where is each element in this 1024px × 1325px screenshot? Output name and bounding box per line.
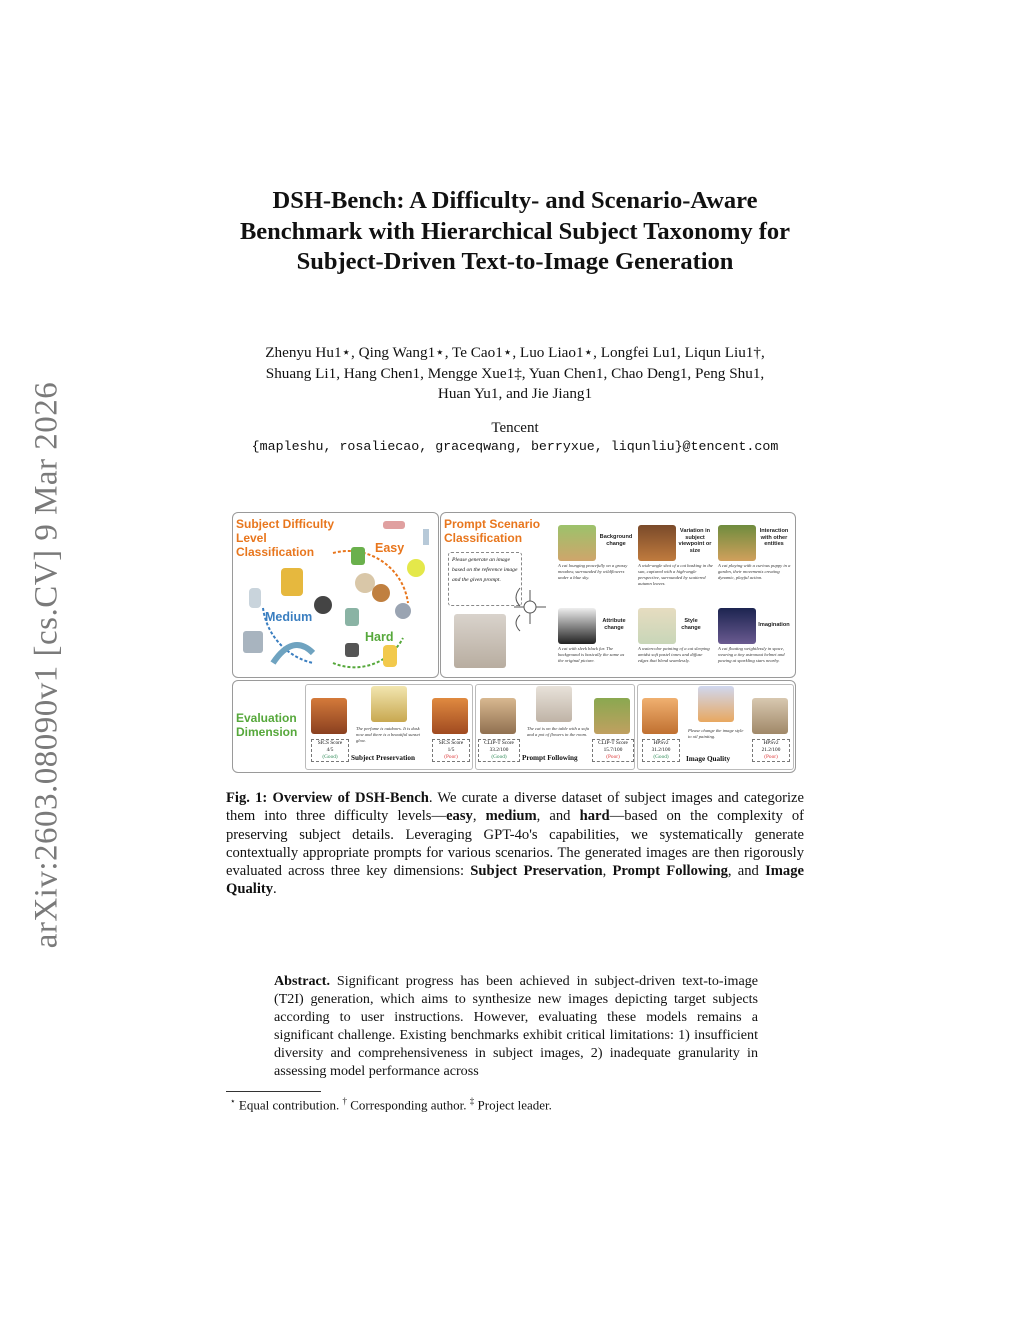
caption-heading: Overview of DSH-Bench (272, 790, 429, 806)
abstract (274, 972, 758, 1081)
generation-network-icon (510, 580, 550, 635)
iq-good-image (642, 698, 678, 734)
sp-poor-label: (Poor) (444, 754, 458, 760)
evaluation-panel-title: Evaluation Dimension (236, 711, 298, 739)
pf-good-label: (Good) (491, 754, 507, 760)
caption-medium: medium (485, 808, 537, 825)
background-change-image (558, 525, 596, 561)
footnote-leader: Project leader. (477, 1097, 552, 1113)
difficulty-panel (232, 512, 439, 678)
viewpoint-change-label: Variation in subject viewpoint or size (678, 528, 712, 554)
medium-level-label: Medium (265, 610, 313, 624)
pf-poor-label: (Poor) (606, 754, 620, 760)
pf-metric-good: CLIP-T Score (484, 740, 514, 746)
overview-figure (230, 510, 796, 773)
iq-metric-poor: HPSv2 (763, 740, 779, 746)
pf-poor-score (592, 739, 634, 762)
figure-caption (226, 789, 804, 899)
caption-text-3: , and (536, 808, 580, 825)
author-line-3: Huan Yu1, and Jie Jiang1 (437, 385, 593, 402)
affiliation: Tencent (491, 420, 539, 436)
sp-prompt: The perfume is outdoors. It is dusk now and there is a beautiful sunset glow. (356, 726, 420, 743)
sp-poor-image (432, 698, 468, 734)
iq-metric-good: HPSv2 (653, 740, 669, 746)
interaction-label: Interaction with other entities (759, 528, 789, 547)
sp-dimension-label: Subject Preservation (351, 754, 415, 762)
caption-text-4: —based on the complexity of preserving subject details. Leveraging GPT-4o's capabilities, we systematically generate contextually appropriate prompts for various scenarios. The generated images are then rigorously evaluated across three key dimensions: (226, 808, 805, 880)
iq-good-label: (Good) (653, 754, 669, 760)
footnote: ⋆ Equal contribution. † Corresponding author. ‡ Project leader. (230, 1096, 552, 1113)
author-line-1: Zhenyu Hu1⋆, Qing Wang1⋆, Te Cao1⋆, Luo Liao1⋆, Longfei Lu1, Liqun Liu1†, (265, 344, 765, 361)
abstract-label: Abstract. (274, 973, 330, 989)
hard-level-label: Hard (365, 630, 394, 644)
difficulty-panel-title: Subject Difficulty Level Classification (236, 517, 335, 559)
pf-metric-poor: CLIP-T Score (598, 740, 628, 746)
footnote-equal: Equal contribution. (238, 1097, 340, 1113)
pf-poor-image (594, 698, 630, 734)
sp-good-label: (Good) (322, 754, 338, 760)
attribute-change-image (558, 608, 596, 644)
arxiv-identifier: arXiv:2603.08090v1 [cs.CV] 9 Mar 2026 (28, 381, 65, 949)
email-list: {mapleshu, rosaliecao, graceqwang, berryxue, liqunliu}@tencent.com (251, 439, 779, 454)
iq-dimension-label: Image Quality (686, 755, 731, 763)
paper-title: DSH-Bench: A Difficulty- and Scenario-Aware Benchmark with Hierarchical Subject Taxonomy for Subject-Driven Text-to-Image Generation (239, 187, 791, 275)
pf-good-image (480, 698, 516, 734)
caption-text-1: . We curate a diverse dataset of subject images and categorize them into three difficulty levels— (226, 790, 804, 825)
sp-reference-image (371, 686, 407, 722)
author-list (205, 343, 825, 405)
caption-dim-3: Image Quality (226, 863, 804, 898)
pf-dimension-label: Prompt Following (522, 754, 578, 762)
caption-hard: hard (579, 808, 610, 825)
caption-dim-1: Subject Preservation (470, 863, 603, 880)
sp-good-score (311, 739, 349, 762)
iq-prompt: Please change the image style to oil painting. (688, 728, 744, 739)
footnote-rule (226, 1091, 321, 1092)
viewpoint-change-caption: A wide-angle shot of a cat basking in the sun, captured with a high-angle perspective, surrounded by scattered autumn leaves. (638, 563, 713, 586)
attribute-change-label: Attribute change (602, 618, 626, 631)
pf-good-value: 33.2/100 (489, 747, 509, 753)
interaction-caption: A cat playing with a curious puppy in a garden, their movements creating dynamic, playful action. (718, 563, 791, 580)
background-change-caption: A cat lounging peacefully on a grassy meadow, surrounded by wildflowers under a blue sky. (558, 563, 628, 580)
attribute-change-caption: A cat with sleek black fur. The background is basically the same as the original picture. (558, 646, 625, 663)
caption-text-6: , and (727, 863, 766, 880)
imagination-caption: A cat floating weightlessly in space, wearing a tiny astronaut helmet and pawing at sparkling stars nearby. (718, 646, 785, 663)
caption-label: Fig. 1: (226, 790, 268, 806)
pf-prompt: The cat is on the table with a sofa and a pot of flowers in the room. (527, 726, 590, 737)
style-change-label: Style change (681, 618, 701, 631)
iq-poor-label: (Poor) (764, 754, 778, 760)
interaction-image (718, 525, 756, 561)
imagination-label: Imagination (758, 622, 790, 628)
background-change-label: Background change (599, 534, 633, 547)
pf-good-score (478, 739, 520, 762)
viewpoint-change-image (638, 525, 676, 561)
easy-level-label: Easy (375, 541, 405, 555)
iq-poor-value: 21.2/100 (761, 747, 781, 753)
sp-poor-score (432, 739, 470, 762)
iq-reference-image (698, 686, 734, 722)
caption-text-5: , (602, 863, 613, 880)
caption-text-2: , (472, 808, 486, 825)
scenario-panel-title: Prompt Scenario Classification (444, 517, 541, 545)
sp-good-value: 4/5 (326, 747, 334, 753)
author-line-2: Shuang Li1, Hang Chen1, Mengge Xue1‡, Yuan Chen1, Chao Deng1, Peng Shu1, (265, 364, 765, 382)
prompt-instruction-box: Please generate an image based on the reference image and the given prompt. (448, 552, 522, 606)
iq-poor-image (752, 698, 788, 734)
abstract-text: Significant progress has been achieved in subject-driven text-to-image (T2I) generation, which aims to synthesize new images depicting target subjects according to user instructions. However, evaluating these models remains a significant challenge. Existing benchmarks exhibit critical limitations: 1) insufficient diversity and comprehensiveness in subject images, 2) inadequate granularity in assessing model performance across (274, 973, 758, 1080)
style-change-image (638, 608, 676, 644)
reference-cat-image (454, 614, 506, 668)
subject-objects-illustration (233, 513, 438, 677)
pf-reference-image (536, 686, 572, 722)
imagination-image (718, 608, 756, 644)
caption-easy: easy (446, 808, 473, 825)
iq-good-score (642, 739, 680, 762)
sp-metric-poor: SICS Score (438, 740, 464, 746)
caption-text-7: . (273, 881, 277, 898)
iq-good-value: 31.2/100 (651, 747, 671, 753)
pf-poor-value: 15.7/100 (603, 747, 623, 753)
style-change-caption: A watercolor painting of a cat sleeping amidst soft pastel tones and diffuse edges that blend seamlessly. (638, 646, 710, 663)
iq-poor-score (752, 739, 790, 762)
sp-good-image (311, 698, 347, 734)
sp-poor-value: 1/5 (447, 747, 455, 753)
caption-dim-2: Prompt Following (612, 863, 728, 880)
sp-metric-good: SICS Score (317, 740, 343, 746)
footnote-corresponding: Corresponding author. (350, 1097, 467, 1113)
